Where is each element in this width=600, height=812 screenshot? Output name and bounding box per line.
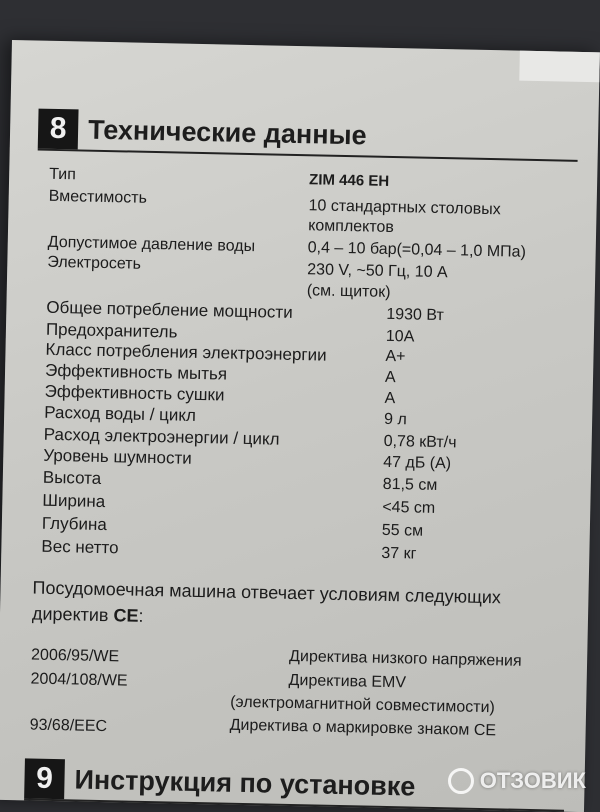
spec-label: Глубина xyxy=(41,513,108,535)
spec-label: Тип xyxy=(49,165,77,184)
spec-label: Расход электроэнергии / цикл xyxy=(43,424,280,449)
spec-value: А+ xyxy=(385,347,406,366)
spec-value: А xyxy=(384,389,396,408)
spec-label: Вес нетто xyxy=(41,536,119,558)
spec-value: 0,78 кВт/ч xyxy=(383,432,457,452)
spec-label: Класс потребления электроэнергии xyxy=(45,339,327,365)
spec-label: Высота xyxy=(42,467,102,488)
spec-label: Эффективность мытья xyxy=(44,360,228,384)
spec-value-cont: комплектов xyxy=(307,217,395,237)
ce-mark-text: CE xyxy=(113,605,139,626)
section-number: 8 xyxy=(38,109,79,150)
spec-label: Общее потребление мощности xyxy=(46,297,293,322)
spec-value: ZIM 446 EH xyxy=(308,171,390,190)
directives-intro-line2: директив xyxy=(31,603,114,626)
section-title: Инструкция по установке xyxy=(74,764,416,802)
spec-value: 9 л xyxy=(383,410,407,429)
spec-value-cont: (см. щиток) xyxy=(306,282,391,301)
paper-edge xyxy=(519,51,600,83)
spec-label: Вместимость xyxy=(48,187,148,207)
spec-label: Предохранитель xyxy=(45,319,178,342)
spec-value: А xyxy=(384,368,396,387)
spec-value: 55 см xyxy=(381,521,424,540)
spec-value: 10 стандартных столовых xyxy=(308,197,501,219)
spec-value: 1930 Вт xyxy=(386,305,445,325)
spec-value: 81,5 см xyxy=(382,475,438,495)
watermark xyxy=(448,768,586,794)
section-number: 9 xyxy=(24,758,65,799)
spec-value: 37 кг xyxy=(381,544,417,563)
section-8-header xyxy=(38,109,579,162)
directives-intro-line1: Посудомоечная машина отвечает условиям следующих xyxy=(32,577,502,608)
spec-value: 230 V, ~50 Гц, 10 A xyxy=(307,261,448,282)
document-page xyxy=(0,40,600,812)
directive-text: Директива низкого напряжения xyxy=(288,647,522,670)
directive-code: 2006/95/WE xyxy=(30,646,120,666)
spec-label: Эффективность сушки xyxy=(44,381,225,405)
spec-value: 10А xyxy=(385,327,415,346)
directive-code: 93/68/EEC xyxy=(29,716,108,736)
spec-label: Допустимое давление воды xyxy=(47,233,256,256)
spec-label: Уровень шумности xyxy=(43,445,192,468)
spec-value: 47 дБ (А) xyxy=(383,453,452,473)
spec-label: Расход воды / цикл xyxy=(44,402,197,425)
directive-text-cont: (электромагнитной совместимости) xyxy=(230,693,495,717)
directives-intro-colon: : xyxy=(138,605,144,626)
section-title: Технические данные xyxy=(87,114,367,151)
directive-text: Директива о маркировке знаком CE xyxy=(229,716,497,740)
spec-value: <45 cm xyxy=(382,498,436,517)
directive-text: Директива EMV xyxy=(288,671,407,692)
spec-label: Электросеть xyxy=(47,253,142,273)
watermark-text: ОТЗОВИК xyxy=(479,768,586,793)
directive-code: 2004/108/WE xyxy=(30,670,128,690)
spec-label: Ширина xyxy=(42,490,106,512)
watermark-logo-icon xyxy=(448,768,474,794)
spec-value: 0,4 – 10 бар(=0,04 – 1,0 МПа) xyxy=(307,239,527,261)
directives-intro xyxy=(32,575,593,639)
